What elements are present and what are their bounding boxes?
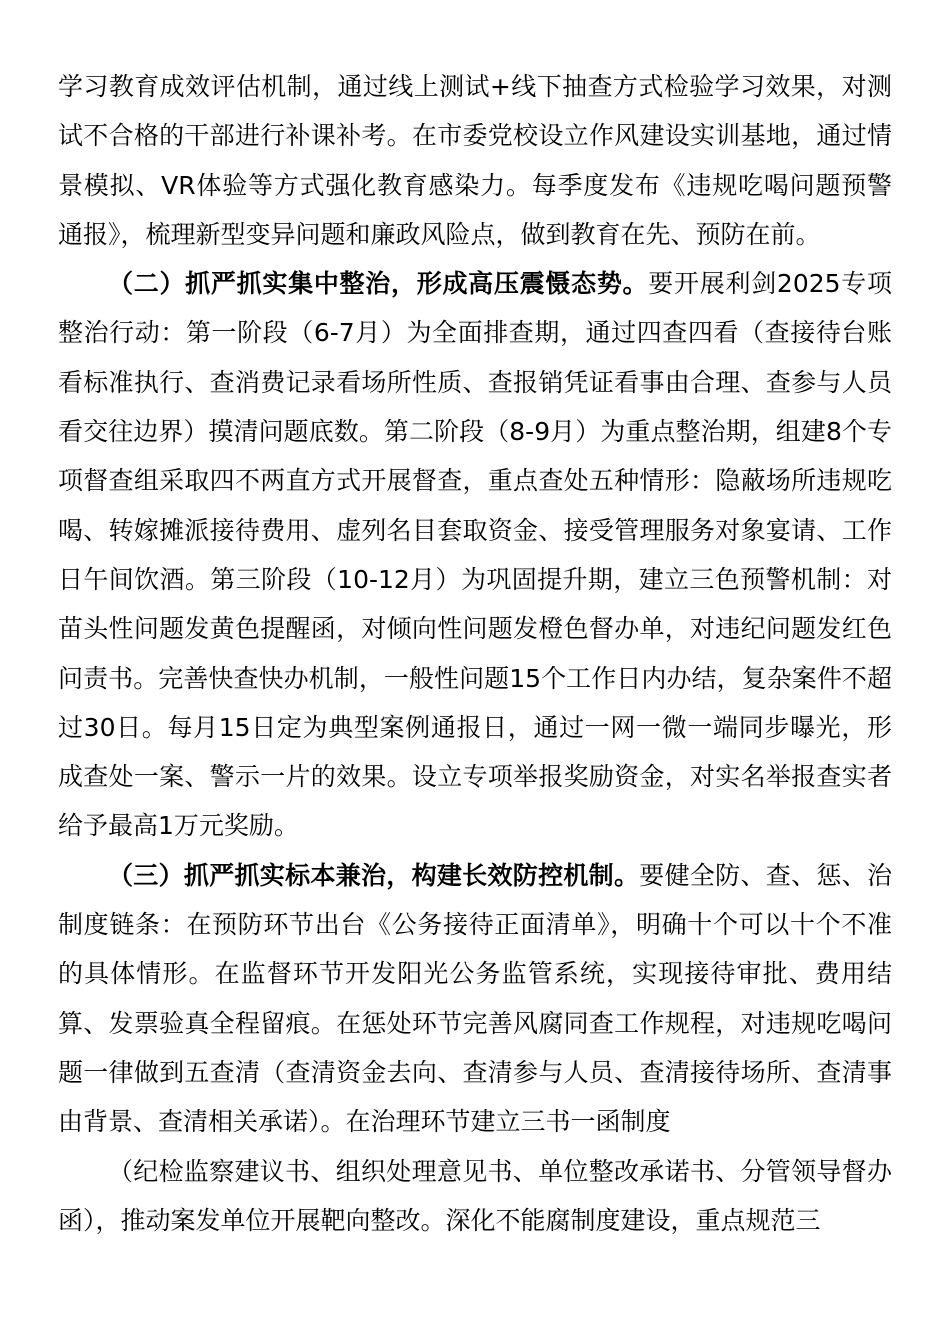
paragraph-section-two	[58, 259, 892, 851]
paragraph-section-three	[58, 851, 892, 1147]
paragraph-text: 要开展利剑2025专项整治行动：第一阶段（6-7月）为全面排查期，通过四查四看（查接待台账看标准执行、查消费记录看场所性质、查报销凭证看事由合理、查参与人员看交往边界）摸清问题底数。第二阶段（8-9月）为重点整治期，组建8个专项督查组采取四不两直方式开展督查，重点查处五种情形：隐蔽场所违规吃喝、转嫁摊派接待费用、虚列名目套取资金、接受管理服务对象宴请、工作日午间饮酒。第三阶段（10-12月）为巩固提升期，建立三色预警机制：对苗头性问题发黄色提醒函，对倾向性问题发橙色督办单，对违纪问题发红色问责书。完善快查快办机制，一般性问题15个工作日内办结，复杂案件不超过30日。每月15日定为典型案例通报日，通过一网一微一端同步曝光，形成查处一案、警示一片的效果。设立专项举报奖励资金，对实名举报查实者给予最高1万元奖励。	[58, 269, 892, 841]
paragraph-continuation	[58, 62, 892, 259]
paragraph-continued	[58, 1147, 892, 1246]
document-page	[58, 62, 892, 1245]
paragraph-text: 学习教育成效评估机制，通过线上测试+线下抽查方式检验学习效果，对测试不合格的干部进行补课补考。在市委党校设立作风建设实训基地，通过情景模拟、VR体验等方式强化教育感染力。每季度发布《违规吃喝问题预警通报》，梳理新型变异问题和廉政风险点，做到教育在先、预防在前。	[58, 72, 892, 249]
section-heading: （三）抓严抓实标本兼治，构建长效防控机制。	[108, 860, 640, 890]
section-heading: （二）抓严抓实集中整治，形成高压震慑态势。	[108, 269, 649, 299]
paragraph-text: 要健全防、查、惩、治制度链条：在预防环节出台《公务接待正面清单》，明确十个可以十个不准的具体情形。在监督环节开发阳光公务监管系统，实现接待审批、费用结算、发票验真全程留痕。在惩处环节完善风腐同查工作规程，对违规吃喝问题一律做到五查清（查清资金去向、查清参与人员、查清接待场所、查清事由背景、查清相关承诺）。在治理环节建立三书一函制度	[58, 860, 892, 1137]
paragraph-text: （纪检监察建议书、组织处理意见书、单位整改承诺书、分管领导督办函），推动案发单位开展靶向整改。深化不能腐制度建设，重点规范三	[58, 1156, 892, 1235]
